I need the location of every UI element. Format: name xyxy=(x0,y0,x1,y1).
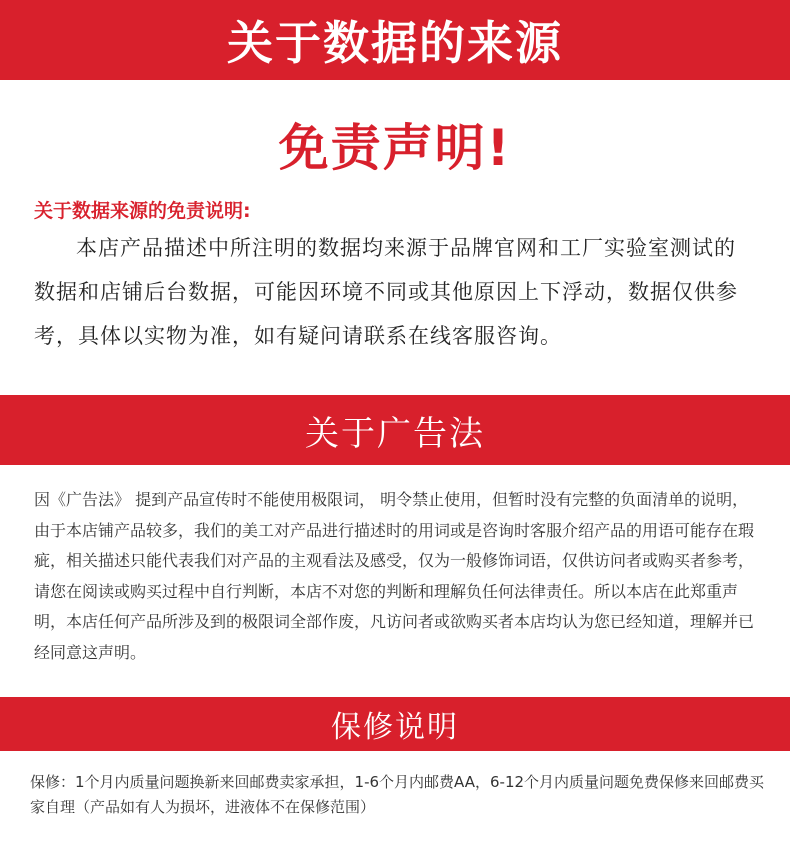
disclaimer-heading: 免责声明! xyxy=(278,119,512,177)
data-source-paragraph: 本店产品描述中所注明的数据均来源于品牌官网和工厂实验室测试的数据和店铺后台数据，可能因环境不同或其他原因上下浮动，数据仅供参考，具体以实物为准，如有疑问请联系在线客服咨询。 xyxy=(34,236,738,348)
ad-law-title: 关于广告法 xyxy=(305,413,485,454)
disclaimer-subheading: 关于数据来源的免责说明: xyxy=(34,200,251,222)
top-title-banner xyxy=(0,0,790,80)
warranty-banner xyxy=(0,697,790,751)
warranty-title: 保修说明 xyxy=(331,710,459,745)
ad-law-banner xyxy=(0,395,790,465)
page-title: 关于数据的来源 xyxy=(227,16,563,70)
ad-law-paragraph: 因《广告法》 提到产品宣传时不能使用极限词， 明令禁止使用，但暂时没有完整的负面清单的说明，由于本店铺产品较多，我们的美工对产品进行描述时的用词或是咨询时客服介绍产品的用语可能存在瑕疵，相关描述只能代表我们对产品的主观看法及感受，仅为一般修饰词语，仅供访问者或购买者参考，请您在阅读或购买过程中自行判断，本店不对您的判断和理解负任何法律责任。所以本店在此郑重声明，本店任何产品所涉及到的极限词全部作废，凡访问者或欲购买者本店均认为您已经知道，理解并已经同意这声明。 xyxy=(34,490,755,662)
warranty-paragraph: 保修：1个月内质量问题换新来回邮费卖家承担，1-6个月内邮费AA，6-12个月内质量问题免费保修来回邮费买家自理（产品如有人为损坏，进液体不在保修范围） xyxy=(30,773,765,816)
